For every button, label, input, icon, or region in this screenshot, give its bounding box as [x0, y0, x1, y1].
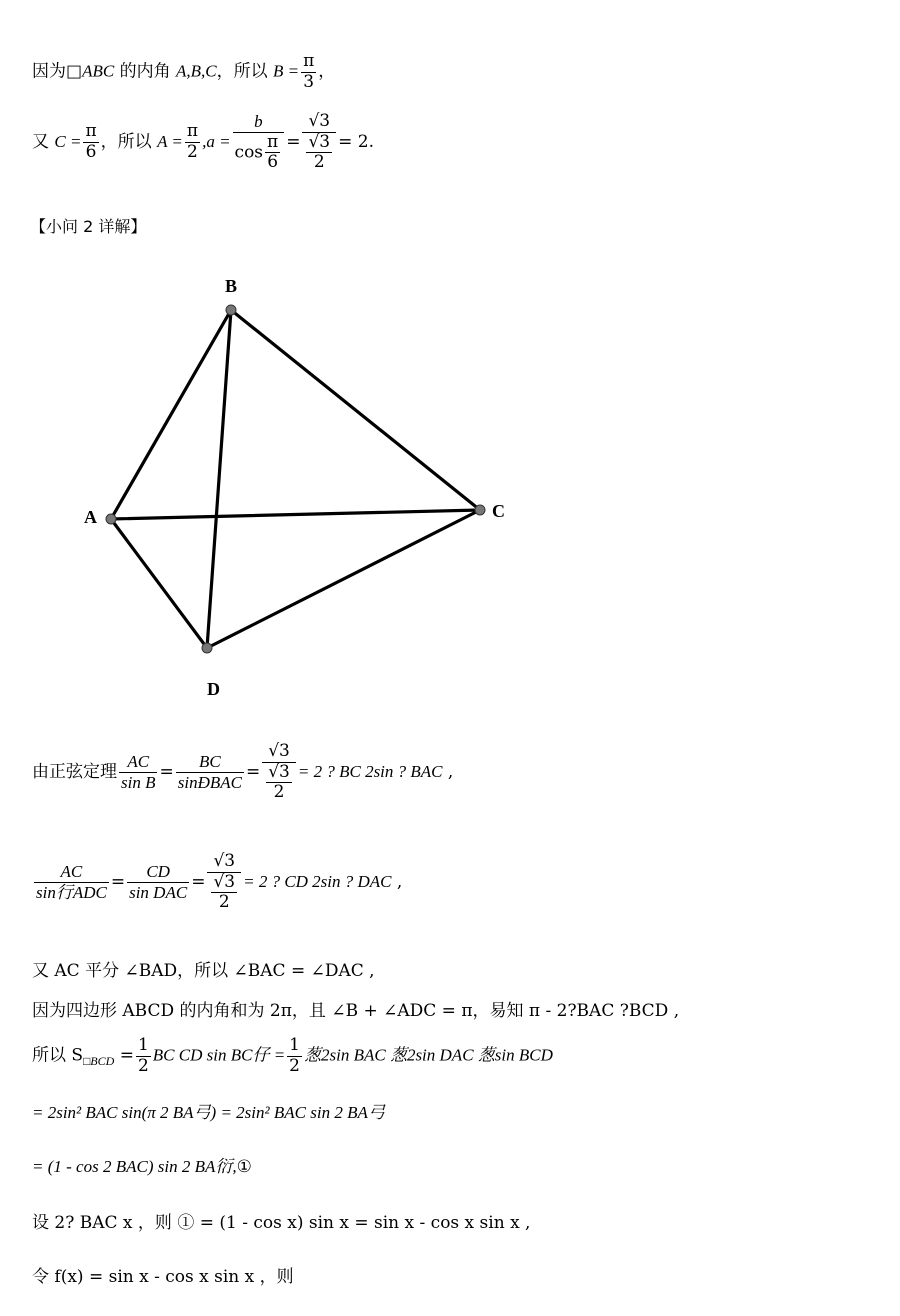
- fraction: [127, 862, 189, 902]
- text: ,: [391, 871, 403, 892]
- text: =: [110, 871, 126, 892]
- numerator: √3: [268, 761, 290, 782]
- line-area-step2: = 2sin² BAC sin(π 2 BA弓) = 2sin² BAC sin 2 BA弓: [32, 1103, 385, 1122]
- text: C =: [54, 131, 82, 151]
- text: =: [191, 871, 206, 892]
- fraction: [211, 873, 237, 913]
- fraction: [301, 52, 316, 92]
- denominator: sinÐBAC: [177, 772, 242, 792]
- segment-bd: [207, 310, 231, 648]
- fraction: [185, 122, 200, 162]
- denominator: 2: [313, 152, 325, 173]
- segment-cd: [207, 510, 480, 648]
- point-b: [226, 305, 236, 315]
- text: .: [368, 131, 374, 152]
- text: ，所以: [216, 61, 273, 82]
- label-d: D: [207, 679, 220, 699]
- fraction: [265, 133, 280, 173]
- numerator: √3: [213, 871, 236, 892]
- line-quadrilateral-angles: 因为四边形 ABCD 的内角和为 2π，且 ∠B + ∠ADC = π，易知 π - 2?BAC ?BCD ,: [32, 1001, 680, 1021]
- numerator: 1: [137, 1035, 149, 1055]
- line-function-def: 令 f(x) = sin x - cos x sin x ，则: [32, 1267, 294, 1287]
- text: A,B,C: [175, 61, 217, 81]
- text: ABC: [82, 61, 115, 81]
- numerator: CD: [127, 862, 189, 883]
- fraction: [262, 742, 296, 803]
- text: ,a =: [202, 131, 231, 151]
- point-c: [475, 505, 485, 515]
- text: ，所以: [100, 131, 158, 152]
- line-area-formula: [32, 1036, 553, 1076]
- denominator: 2: [218, 892, 230, 913]
- segment-bc: [231, 310, 480, 510]
- text: = 2 ? BC 2sin ? BAC: [297, 761, 443, 781]
- denominator: sin DAC: [129, 882, 188, 902]
- text: 所以 S: [32, 1045, 84, 1066]
- denominator: [233, 133, 285, 173]
- numerator: AC: [119, 752, 157, 773]
- point-d: [202, 643, 212, 653]
- text: 的内角: [114, 61, 176, 82]
- line-sine-rule-bc: [32, 742, 453, 803]
- denominator: 3: [303, 71, 315, 92]
- segment-ac: [111, 510, 480, 519]
- fraction: [266, 763, 292, 803]
- fraction: [207, 852, 241, 913]
- denominator: 2: [273, 782, 285, 803]
- line-sine-rule-cd: [32, 852, 402, 913]
- fraction: [119, 752, 157, 792]
- numerator: π: [267, 131, 279, 152]
- fraction: [302, 112, 336, 173]
- numerator: √3: [262, 742, 296, 763]
- numerator: π: [85, 121, 97, 142]
- numerator: AC: [34, 862, 109, 883]
- text: A =: [157, 131, 183, 151]
- subscript: □BCD: [83, 1053, 115, 1068]
- line-triangle-angles: [32, 52, 335, 92]
- denominator: 2: [187, 141, 198, 162]
- text: 又: [32, 131, 55, 152]
- denominator: 2: [289, 1055, 300, 1076]
- denominator: [207, 873, 241, 913]
- text: 葱2sin BAC 葱2sin DAC 葱sin BCD: [304, 1045, 553, 1065]
- numerator: BC: [176, 752, 244, 773]
- denominator: [262, 763, 296, 803]
- line-side-a: [32, 112, 374, 173]
- fraction: [176, 752, 244, 792]
- line-bisector: 又 AC 平分 ∠BAD，所以 ∠BAC = ∠DAC ,: [32, 961, 375, 981]
- line-substitution: 设 2? BAC x ，则 ① = (1 - cos x) sin x = sin x - cos x sin x ,: [32, 1213, 531, 1233]
- text: cos: [234, 142, 264, 163]
- fraction: [233, 112, 285, 173]
- quadrilateral-figure: [0, 260, 560, 720]
- text: ,: [442, 761, 454, 782]
- text: 因为: [32, 61, 66, 82]
- text: 由正弦定理: [32, 761, 117, 782]
- segment-ad: [111, 519, 207, 648]
- fraction: [287, 1036, 302, 1076]
- numerator: 1: [289, 1035, 300, 1055]
- circled-number: ①: [236, 1157, 252, 1177]
- text: =: [245, 761, 261, 782]
- denominator: sin行ADC: [36, 882, 107, 902]
- numerator: √3: [207, 852, 241, 873]
- text: ，: [318, 61, 336, 82]
- denominator: 6: [85, 141, 97, 162]
- label-b: B: [225, 276, 238, 296]
- text: = (1 - cos 2 BAC) sin 2 BA衍,: [32, 1157, 237, 1176]
- text: = 2: [338, 131, 369, 152]
- denominator: [302, 133, 336, 173]
- triangle-symbol: □: [66, 61, 83, 82]
- text: =: [159, 761, 174, 782]
- denominator: 6: [267, 152, 279, 173]
- point-a: [106, 514, 116, 524]
- numerator: √3: [308, 131, 331, 152]
- text: =: [286, 131, 301, 152]
- segment-ab: [111, 310, 231, 519]
- numerator: π: [303, 51, 315, 71]
- fraction: [83, 122, 98, 162]
- numerator: √3: [302, 112, 336, 133]
- fraction: [306, 133, 332, 173]
- label-a: A: [84, 507, 97, 527]
- label-c: C: [492, 501, 505, 521]
- numerator: b: [233, 112, 285, 133]
- text: B =: [273, 61, 300, 81]
- line-area-step3: [32, 1152, 252, 1177]
- denominator: sin B: [121, 772, 156, 792]
- denominator: 2: [137, 1055, 149, 1076]
- numerator: π: [186, 121, 199, 142]
- fraction: [34, 862, 109, 902]
- fraction: [136, 1036, 151, 1076]
- section-heading: 【小问 2 详解】: [30, 217, 147, 236]
- text: =: [114, 1045, 134, 1066]
- text: = 2 ? CD 2sin ? DAC: [243, 871, 392, 891]
- text: BC CD sin BC仔 =: [152, 1045, 286, 1065]
